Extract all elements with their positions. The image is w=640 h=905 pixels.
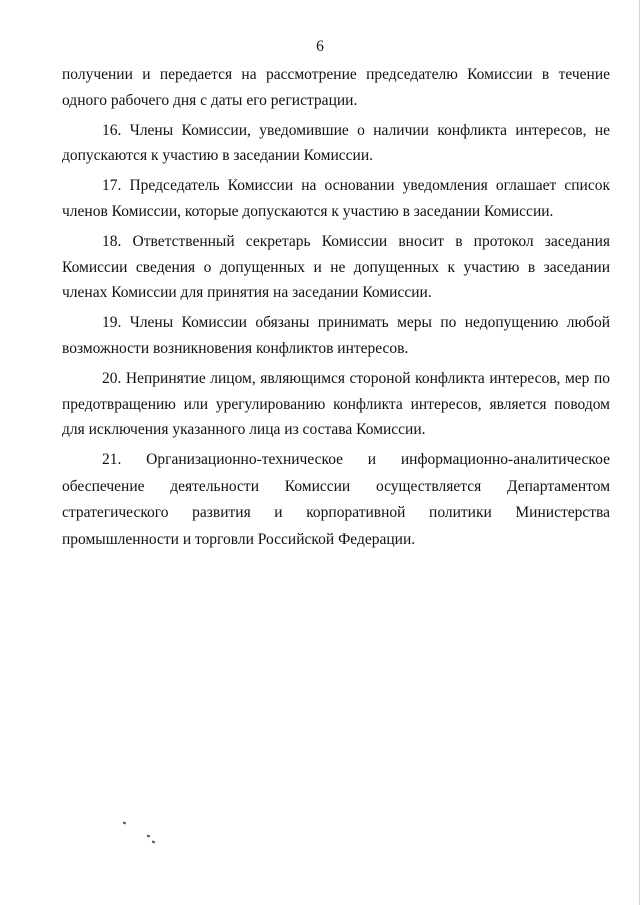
paragraph-continuation: получении и передается на рассмотрение председателю Комиссии в течение одного рабочего дня с даты его регистрации. bbox=[62, 66, 610, 109]
paragraph-21: 21. Организационно-техническое и информационно-аналитическое обеспечение деятельности Комиссии осуществляется Департаментом стратегического развития и корпоративной политики Министерства промышленности и торговли Российской Федерации. bbox=[62, 451, 610, 548]
page-number: 6 bbox=[316, 38, 324, 55]
paragraph-20: 20. Непринятие лицом, являющимся стороной конфликта интересов, мер по предотвращению или урегулированию конфликта интересов, является поводом для исключения указанного лица из состава Комиссии. bbox=[62, 369, 610, 439]
scan-speck bbox=[123, 822, 126, 824]
paragraph-17: 17. Председатель Комиссии на основании уведомления оглашает список членов Комиссии, которые допускаются к участию в заседании Комиссии. bbox=[62, 177, 610, 220]
scan-speck bbox=[147, 835, 150, 837]
paragraph-19: 19. Члены Комиссии обязаны принимать меры по недопущению любой возможности возникновения конфликтов интересов. bbox=[62, 314, 610, 357]
paragraph-16: 16. Члены Комиссии, уведомившие о наличии конфликта интересов, не допускаются к участию в заседании Комиссии. bbox=[62, 121, 610, 165]
scan-speck bbox=[152, 841, 155, 843]
paragraph-18: 18. Ответственный секретарь Комиссии вносит в протокол заседания Комиссии сведения о допущенных и не допущенных к участию в заседании членах Комиссии для принятия на заседании Комиссии. bbox=[62, 232, 610, 302]
document-body bbox=[62, 62, 610, 553]
